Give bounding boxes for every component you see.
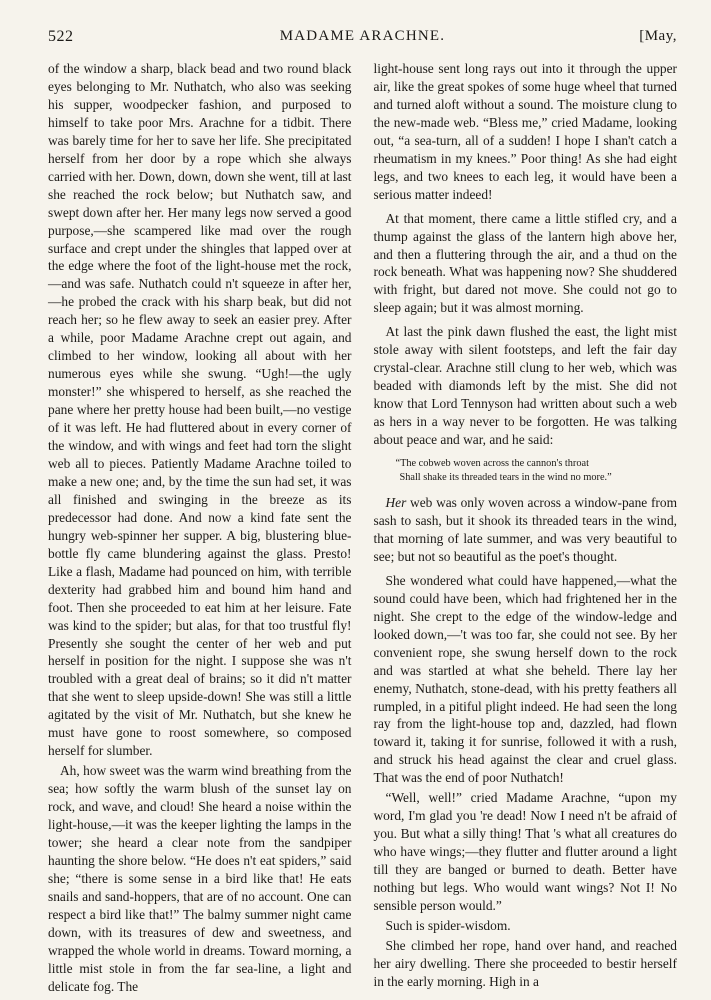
emphasis-word: Her — [385, 495, 407, 511]
paragraph: of the window a sharp, black bead and two round black eyes belonging to Mr. Nuthatch, who also was seeking his supper, woodpecker fashion, and purposed to himself to take poor Mrs. Arachne for a tidbit. There was barely time for her to save her life. She precipitated herself from her door by a rope which she always carried with her. Down, down, down she went, till at last she reached the rock below; but Nuthatch saw, and swept down after her. Her many legs now served a good purpose,—she scampered like mad over the rough surface and crept under the shingles that lapped over at the edge where the foot of the light-house met the rock,—and was safe. Nuthatch could n't squeeze in after her,—he probed the crack with his sharp beak, but did not reach her; so he flew away to seek an easier prey. After a while, poor Madame Arachne crept out again, and climbed to her window, looking all about with her numerous eyes while she swung. “Ugh!—the ugly monster!” she whispered to herself, as she reached the pane where her pretty house had been built,—no vestige of it was left. He had fluttered about in every corner of the window, and with wings and feet had torn the slight web all to pieces. Patiently Madame Arachne toiled to make a new one; and, by the time the sun had set, it was all finished and swinging in the breeze as its predecessor had done. And now a kind fate sent the hungry web-spinner her supper. A big, blustering blue-bottle fly came blundering against the glass. Presto! Like a flash, Madame had pounced on him, with terrible dexterity had grabbed him and bound him hand and foot. Then she proceeded to eat him at her leisure. Fate was kind to the spider; but alas, for that too trustful fly! Presently she sought the center of her web and put herself in position for the night. I suppose she was n't troubled with a great deal of brains; so it did n't matter that she went to sleep upside-down! She was still a little agitated by the visit of Mr. Nuthatch, but she knew he must have gone to roost somewhere, so composed herself for slumber. — [48, 61, 352, 759]
page-number: 522 — [48, 28, 74, 45]
paragraph: She climbed her rope, hand over hand, and reached her airy dwelling. There she proceeded to bestir herself in the early morning. High in a — [373, 937, 677, 989]
right-column — [374, 60, 678, 992]
paragraph: She wondered what could have happened,—what the sound could have been, which had frightened her in the night. She crept to the edge of the window-ledge and looked down,—'t was too far, she could not see. By her convenient rope, she swung herself down to the rock and was startled at what she beheld. There lay her enemy, Nuthatch, stone-dead, with his pretty feathers all rumpled, in a pitiful plight indeed. He had seen the long ray from the light-house top and, dazzled, had flown toward it, taking it for sunrise, followed it with a rush, and struck his head against the clear and cruel glass. That was the end of poor Nuthatch! — [373, 572, 677, 786]
paragraph: At that moment, there came a little stifled cry, and a thump against the glass of the lantern high above her, and then a fluttering through the air, and a thud on the rock beneath. What was happening now? She shuddered with fright, but dared not move. She could not go to sleep again; but it was almost morning. — [373, 210, 677, 316]
quote-line-1: “The cobweb woven across the cannon's throat — [395, 458, 589, 470]
running-header — [48, 28, 677, 54]
text-columns — [48, 60, 677, 992]
paragraph — [374, 494, 678, 566]
paragraph: Such is spider-wisdom. — [385, 917, 511, 933]
issue-month: [May, — [639, 28, 677, 44]
paragraph: “Well, well!” cried Madame Arachne, “upon my word, I'm glad you 're dead! Now I need n't be afraid of you. But what a silly thing! That 's what all creatures do who have wings;—they flutter and flutter around a light till they are banged or burned to death. Better have nothing but legs. Who would want wings? Not I! No sensible person would.” — [373, 790, 677, 913]
left-column — [48, 60, 352, 992]
quote-line-2: Shall shake its threaded tears in the wind no more.” — [399, 471, 612, 483]
paragraph: Ah, how sweet was the warm wind breathing from the sea; how softly the warm blush of the sunset lay on rock, and wave, and cloud! She heard a noise within the light-house,—it was the keeper lighting the lamps in the tower; she heard a clear note from the sandpiper haunting the shore below. “He does n't eat spiders,” said she; “there is some sense in a bird like that! He eats snails and sand-hoppers, that are of no account. One can respect a bird like that!” The balmy summer night came down, with its treasures of dew and sweetness, and wrapped the whole world in dreams. Toward morning, a little mist stole in from the far sea-line, a light and delicate fog. The — [48, 763, 352, 994]
tennyson-quote — [396, 457, 678, 484]
paragraph: light-house sent long rays out into it through the upper air, like the great spokes of some huge wheel that turned and turned aloft without a sound. The moisture clung to the new-made web. “Bless me,” cried Madame, looking out, “a sea-turn, all of a sudden! I hope I shan't catch a rheumatism in my knees.” Poor thing! As she had eight legs, and two knees to each leg, it would have been a serious matter indeed! — [373, 61, 677, 202]
paragraph: At last the pink dawn flushed the east, the light mist stole away with silent footsteps, and left the fair day crystal-clear. Arachne still clung to her web, which was beaded with diamonds left by the mist. She did not know that Lord Tennyson had written about such a web as hers in a way never to be forgotten. He was talking about peace and war, and he said: — [373, 324, 677, 448]
running-title: MADAME ARACHNE. — [279, 28, 446, 44]
paragraph-text: web was only woven across a window-pane from sash to sash, but it shook its threaded tears in the wind, that morning of late summer, and was very beautiful to see; but not so beautiful as the poet's thought. — [373, 495, 677, 564]
